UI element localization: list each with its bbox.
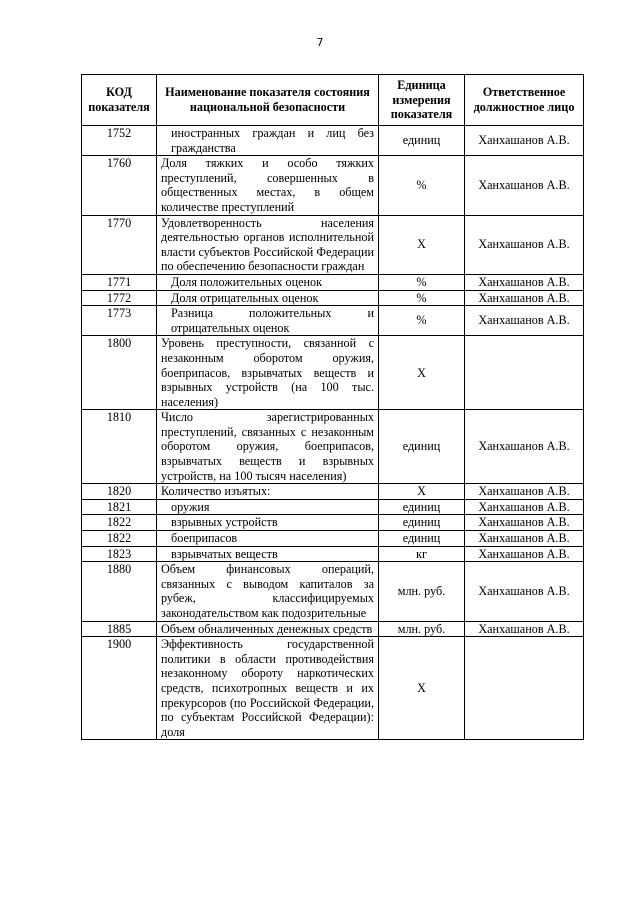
header-unit: Единица измерения показателя — [379, 75, 465, 126]
row-responsible: Ханхашанов А.В. — [465, 126, 584, 156]
row-name: Объем обналиченных денежных средств — [157, 621, 379, 637]
row-unit: единиц — [379, 410, 465, 484]
row-code: 1885 — [82, 621, 157, 637]
header-responsible: Ответственное должностное лицо — [465, 75, 584, 126]
row-code: 1822 — [82, 515, 157, 531]
table-row — [82, 410, 584, 484]
row-unit: % — [379, 306, 465, 336]
row-responsible: Ханхашанов А.В. — [465, 306, 584, 336]
row-name: взрывчатых веществ — [157, 546, 379, 562]
row-unit: Х — [379, 484, 465, 500]
row-unit: Х — [379, 637, 465, 740]
row-unit: кг — [379, 546, 465, 562]
table-row — [82, 274, 584, 290]
row-unit: Х — [379, 336, 465, 410]
table-row — [82, 336, 584, 410]
table-row — [82, 126, 584, 156]
table-header-row — [82, 75, 584, 126]
row-responsible: Ханхашанов А.В. — [465, 156, 584, 215]
table-row — [82, 637, 584, 740]
row-code: 1800 — [82, 336, 157, 410]
table-row — [82, 499, 584, 515]
table-body — [82, 126, 584, 740]
row-unit: млн. руб. — [379, 621, 465, 637]
row-unit: млн. руб. — [379, 562, 465, 621]
row-code: 1760 — [82, 156, 157, 215]
row-unit: единиц — [379, 531, 465, 547]
row-responsible: Ханхашанов А.В. — [465, 515, 584, 531]
row-unit: Х — [379, 215, 465, 274]
row-unit: единиц — [379, 499, 465, 515]
row-code: 1770 — [82, 215, 157, 274]
header-name: Наименование показателя состояния национальной безопасности — [157, 75, 379, 126]
row-unit: % — [379, 274, 465, 290]
row-unit: % — [379, 156, 465, 215]
row-responsible: Ханхашанов А.В. — [465, 531, 584, 547]
row-name: Эффективность государственной политики в области противодействия незаконному обороту наркотических средств, психотропных веществ и их прекурсоров (по Российской Федерации, по субъектам Российской Федерации): доля — [157, 637, 379, 740]
row-code: 1820 — [82, 484, 157, 500]
table-row — [82, 156, 584, 215]
row-name: Уровень преступности, связанной с незаконным оборотом оружия, боеприпасов, взрывчатых веществ и взрывных устройств (на 100 тыс. населения) — [157, 336, 379, 410]
row-name: Доля отрицательных оценок — [157, 290, 379, 306]
row-name: Доля тяжких и особо тяжких преступлений, совершенных в общественных местах, в общем количестве преступлений — [157, 156, 379, 215]
row-code: 1752 — [82, 126, 157, 156]
row-code: 1823 — [82, 546, 157, 562]
table-row — [82, 290, 584, 306]
table-row — [82, 562, 584, 621]
row-code: 1900 — [82, 637, 157, 740]
row-responsible — [465, 336, 584, 410]
row-code: 1772 — [82, 290, 157, 306]
row-name: боеприпасов — [157, 531, 379, 547]
row-responsible: Ханхашанов А.В. — [465, 274, 584, 290]
row-name: Доля положительных оценок — [157, 274, 379, 290]
table-row — [82, 531, 584, 547]
row-code: 1880 — [82, 562, 157, 621]
row-responsible: Ханхашанов А.В. — [465, 562, 584, 621]
row-responsible: Ханхашанов А.В. — [465, 499, 584, 515]
row-responsible: Ханхашанов А.В. — [465, 484, 584, 500]
row-name: иностранных граждан и лиц без гражданства — [157, 126, 379, 156]
row-name: Разница положительных и отрицательных оценок — [157, 306, 379, 336]
row-code: 1810 — [82, 410, 157, 484]
row-name: Число зарегистрированных преступлений, связанных с незаконным оборотом оружия, боеприпасов, взрывчатых веществ и взрывных устройств, на 100 тысяч населения) — [157, 410, 379, 484]
row-unit: единиц — [379, 126, 465, 156]
table-row — [82, 621, 584, 637]
row-responsible: Ханхашанов А.В. — [465, 410, 584, 484]
row-name: Количество изъятых: — [157, 484, 379, 500]
row-responsible: Ханхашанов А.В. — [465, 215, 584, 274]
table-row — [82, 546, 584, 562]
row-code: 1822 — [82, 531, 157, 547]
table-row — [82, 215, 584, 274]
table-row — [82, 306, 584, 336]
row-name: взрывных устройств — [157, 515, 379, 531]
row-name: Удовлетворенность населения деятельностью органов исполнительной власти субъектов Российской Федерации по обеспечению безопасности граждан — [157, 215, 379, 274]
row-responsible: Ханхашанов А.В. — [465, 621, 584, 637]
row-code: 1821 — [82, 499, 157, 515]
header-code: КОД показателя — [82, 75, 157, 126]
row-name: оружия — [157, 499, 379, 515]
page-number: 7 — [316, 36, 324, 49]
row-code: 1773 — [82, 306, 157, 336]
row-code: 1771 — [82, 274, 157, 290]
row-name: Объем финансовых операций, связанных с выводом капиталов за рубеж, классифицируемых законодательством как подозрительные — [157, 562, 379, 621]
table-row — [82, 484, 584, 500]
table-row — [82, 515, 584, 531]
row-unit: % — [379, 290, 465, 306]
row-unit: единиц — [379, 515, 465, 531]
indicators-table — [81, 74, 584, 740]
row-responsible: Ханхашанов А.В. — [465, 290, 584, 306]
row-responsible — [465, 637, 584, 740]
row-responsible: Ханхашанов А.В. — [465, 546, 584, 562]
